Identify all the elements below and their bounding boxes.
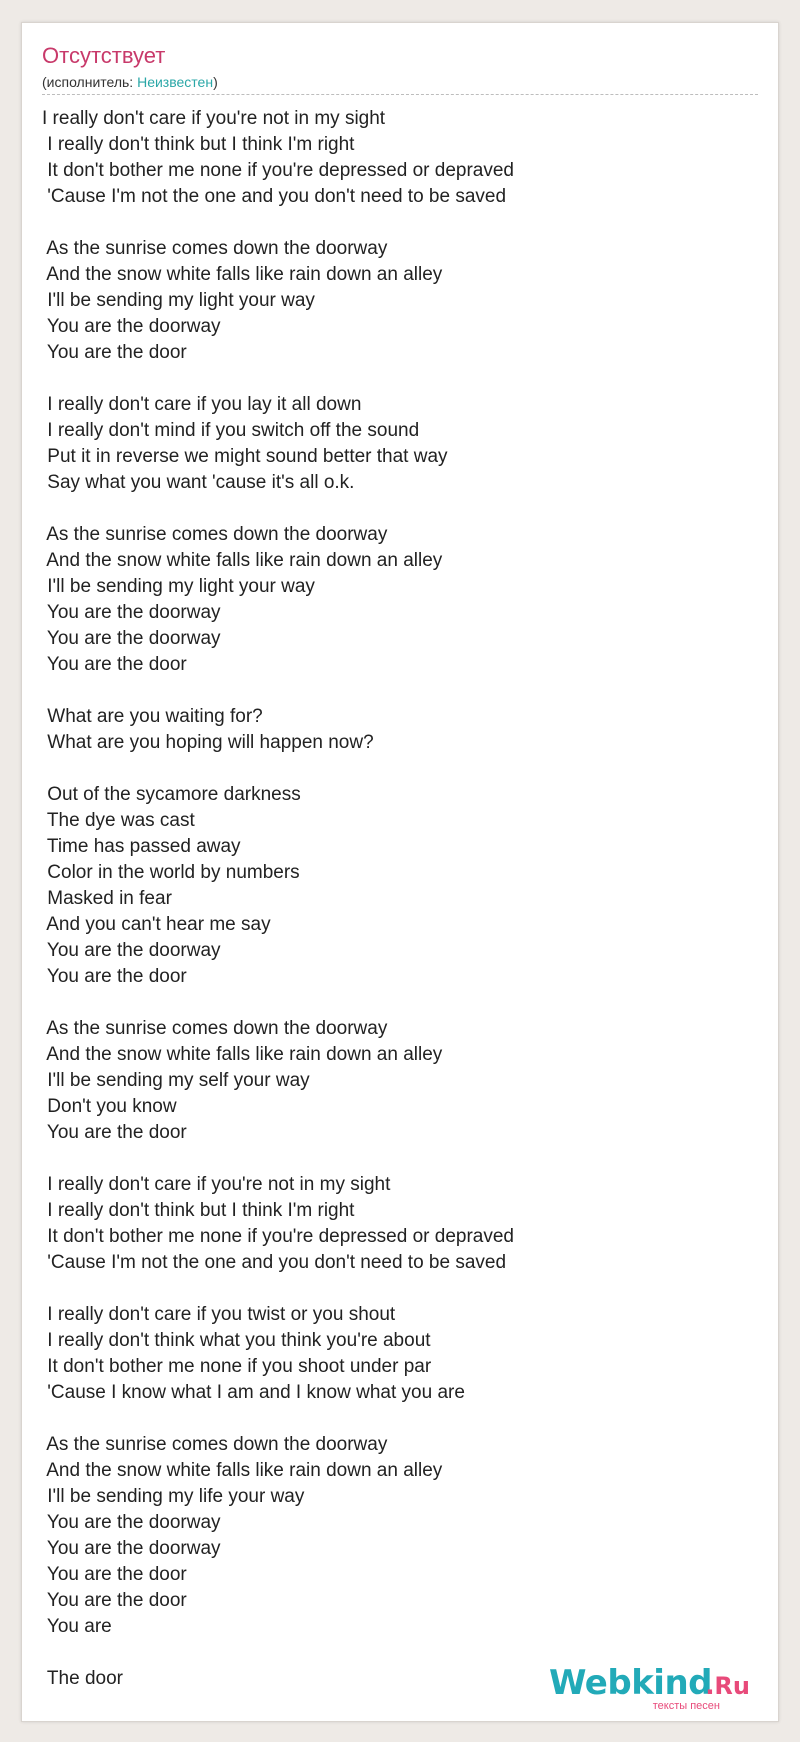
- lyric-line: You are the door: [42, 654, 187, 675]
- lyric-line: Don't you know: [42, 1096, 177, 1117]
- lyric-line: And the snow white falls like rain down an alley: [42, 1044, 443, 1065]
- lyric-line: You are the door: [42, 342, 187, 363]
- lyric-line: The door: [42, 1668, 123, 1689]
- lyric-line: Masked in fear: [42, 888, 172, 909]
- lyric-line: You are the doorway: [42, 628, 221, 649]
- lyric-line: You are the doorway: [42, 602, 221, 623]
- lyric-line: As the sunrise comes down the doorway: [42, 238, 388, 259]
- lyric-line: You are: [42, 1616, 112, 1637]
- lyric-line: And you can't hear me say: [42, 914, 271, 935]
- lyric-line: I really don't care if you lay it all down: [42, 394, 362, 415]
- lyric-line: [42, 1276, 742, 1302]
- artist-suffix: ): [213, 74, 218, 90]
- lyric-line: You are the doorway: [42, 1512, 221, 1533]
- logo-word: Webkind: [549, 1663, 712, 1703]
- lyric-line: Out of the sycamore darkness: [42, 784, 301, 805]
- lyric-line: You are the door: [42, 1590, 187, 1611]
- lyric-line: What are you waiting for?: [42, 706, 263, 727]
- lyric-line: As the sunrise comes down the doorway: [42, 1434, 388, 1455]
- lyric-line: I really don't care if you twist or you shout: [42, 1304, 396, 1325]
- lyric-line: [42, 678, 742, 704]
- lyric-line: I'll be sending my life your way: [42, 1486, 305, 1507]
- lyric-line: I really don't care if you're not in my sight: [42, 108, 386, 129]
- lyric-line: I really don't care if you're not in my sight: [42, 1174, 391, 1195]
- lyric-line: [42, 366, 742, 392]
- song-title: Отсутствует: [42, 43, 166, 68]
- lyric-line: As the sunrise comes down the doorway: [42, 1018, 388, 1039]
- artist-link[interactable]: Неизвестен: [137, 74, 214, 90]
- lyric-line: It don't bother me none if you shoot under par: [42, 1356, 432, 1377]
- lyric-line: Time has passed away: [42, 836, 241, 857]
- lyric-line: It don't bother me none if you're depressed or depraved: [42, 1226, 514, 1247]
- lyric-line: You are the doorway: [42, 1538, 221, 1559]
- lyric-line: I'll be sending my self your way: [42, 1070, 310, 1091]
- lyric-line: You are the door: [42, 1122, 187, 1143]
- header-divider: [42, 94, 758, 95]
- lyric-line: [42, 1406, 742, 1432]
- lyric-line: Color in the world by numbers: [42, 862, 300, 883]
- lyric-line: The dye was cast: [42, 810, 195, 831]
- lyric-line: I really don't think what you think you're about: [42, 1330, 431, 1351]
- lyric-line: What are you hoping will happen now?: [42, 732, 374, 753]
- lyric-line: Put it in reverse we might sound better that way: [42, 446, 448, 467]
- lyric-line: And the snow white falls like rain down an alley: [42, 550, 443, 571]
- lyric-line: I really don't think but I think I'm right: [42, 134, 355, 155]
- lyric-line: [42, 990, 742, 1016]
- lyrics-card: [21, 22, 779, 1722]
- lyric-line: [42, 496, 742, 522]
- lyric-line: 'Cause I know what I am and I know what you are: [42, 1382, 465, 1403]
- lyric-line: Say what you want 'cause it's all o.k.: [42, 472, 355, 493]
- lyric-line: And the snow white falls like rain down an alley: [42, 1460, 443, 1481]
- lyric-line: And the snow white falls like rain down an alley: [42, 264, 443, 285]
- lyric-line: You are the doorway: [42, 316, 221, 337]
- lyric-line: I'll be sending my light your way: [42, 290, 315, 311]
- lyric-line: You are the door: [42, 966, 187, 987]
- logo-tld: .Ru: [705, 1672, 750, 1700]
- logo-tagline: тексты песен: [652, 1700, 720, 1712]
- lyric-line: You are the door: [42, 1564, 187, 1585]
- site-logo[interactable]: [550, 1663, 750, 1713]
- lyric-line: As the sunrise comes down the doorway: [42, 524, 388, 545]
- lyric-line: I really don't mind if you switch off the sound: [42, 420, 420, 441]
- artist-line: [42, 74, 218, 90]
- lyrics-text: [42, 106, 742, 1692]
- lyric-line: You are the doorway: [42, 940, 221, 961]
- artist-prefix: (исполнитель:: [42, 74, 138, 90]
- lyric-line: I really don't think but I think I'm right: [42, 1200, 355, 1221]
- lyric-line: [42, 756, 742, 782]
- lyric-line: 'Cause I'm not the one and you don't need to be saved: [42, 1252, 507, 1273]
- lyric-line: I'll be sending my light your way: [42, 576, 315, 597]
- lyric-line: [42, 210, 742, 236]
- lyric-line: 'Cause I'm not the one and you don't need to be saved: [42, 186, 507, 207]
- lyric-line: It don't bother me none if you're depressed or depraved: [42, 160, 514, 181]
- lyric-line: [42, 1146, 742, 1172]
